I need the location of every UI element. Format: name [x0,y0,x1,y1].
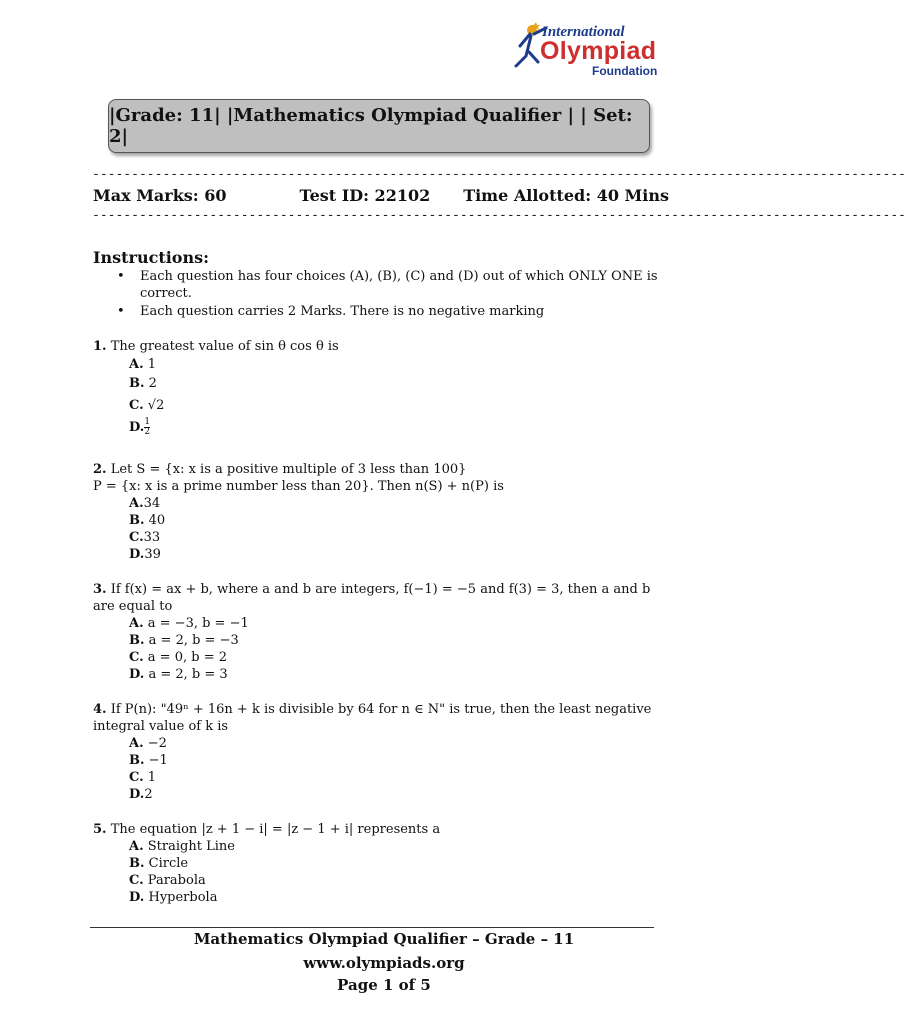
option-label: C. [129,650,144,665]
option-label: D. [129,547,145,562]
instruction-item: • Each question carries 2 Marks. There is no negative marking [117,303,677,320]
option-c [129,397,164,414]
question-number: 4. [93,702,107,717]
test-meta-row [93,186,669,205]
dashed-divider-top: -------------------------------------------------------------------------------------------------------- [92,167,906,182]
option-label: A. [129,736,144,751]
option-value: 1 [147,357,157,372]
option-d [129,666,228,683]
option-label: A. [129,839,144,854]
question-text: The equation |z + 1 − i| = |z − 1 + i| represents a [110,822,441,837]
option-label: A. [129,616,144,631]
option-label: B. [129,856,145,871]
question-2 [93,461,683,478]
logo-text-olympiad: Olympiad [540,37,657,65]
option-label: C. [129,530,144,545]
option-value: a = 2, b = 3 [148,667,228,682]
option-b [129,752,168,769]
option-value: 34 [143,496,161,511]
option-label: D. [129,890,145,905]
option-d [129,418,150,437]
option-value: a = −3, b = −1 [147,616,249,631]
option-value: √2 [147,398,165,413]
option-value: 39 [144,547,161,562]
option-value: Hyperbola [148,890,218,905]
option-label: B. [129,633,145,648]
option-b [129,375,157,392]
option-value: Straight Line [147,839,235,854]
olympiad-logo [512,22,682,82]
question-2-line2: P = {x: x is a prime number less than 20}. Then n(S) + n(P) is [93,479,504,494]
option-label: B. [129,376,145,391]
option-d [129,889,217,906]
fraction-denominator: 2 [144,427,151,437]
question-1 [93,338,683,355]
option-c [129,769,156,786]
logo-text-international: International [542,24,625,40]
logo-text-foundation: Foundation [592,64,658,78]
option-d [129,546,161,563]
title-banner [108,99,650,153]
option-label: B. [129,753,145,768]
question-4 [93,701,683,718]
option-label: B. [129,513,145,528]
instruction-item: • Each question has four choices (A), (B), (C) and (D) out of which ONLY ONE is correct. [117,268,670,302]
option-label: C. [129,398,144,413]
page-number: Page 1 of 5 [337,976,431,994]
option-value: Circle [148,856,189,871]
option-label: C. [129,873,144,888]
option-label: C. [129,770,144,785]
option-value: −2 [147,736,167,751]
option-value: 1 [147,770,157,785]
question-4-line2: integral value of k is [93,719,229,734]
option-d [129,786,153,803]
fraction-numerator: 1 [144,417,151,427]
max-marks: Max Marks: 60 [93,186,227,205]
question-number: 1. [93,339,107,354]
time-allotted: Time Allotted: 40 Mins [463,186,669,205]
option-value: Parabola [147,873,206,888]
option-value: 2 [144,787,153,802]
question-number: 3. [93,582,107,597]
page-title: |Grade: 11| |Mathematics Olympiad Qualifier | | Set: 2| [109,105,633,147]
option-c [129,872,206,889]
question-text-line1: If P(n): "49ⁿ + 16n + k is divisible by 64 for n ∈ N" is true, then the least negative [110,702,652,717]
option-b [129,632,239,649]
dashed-divider-bottom: -------------------------------------------------------------------------------------------------------- [92,208,906,223]
question-text-line1: Let S = {x: x is a positive multiple of 3 less than 100} [110,462,467,477]
footer-divider [90,927,654,928]
option-value: a = 2, b = −3 [148,633,239,648]
instructions-heading: Instructions: [93,248,210,267]
option-value: 33 [143,530,161,545]
option-label: A. [129,357,144,372]
option-a [129,735,167,752]
question-5 [93,821,683,838]
option-a [129,838,235,855]
option-b [129,512,165,529]
question-text: The greatest value of sin θ cos θ is [110,339,339,354]
option-label: D. [129,420,145,435]
instructions-list [117,268,677,321]
option-a [129,356,156,373]
option-value: −1 [148,753,168,768]
footer-title: Mathematics Olympiad Qualifier – Grade – 11 [193,930,575,948]
option-c [129,649,227,666]
test-id: Test ID: 22102 [299,186,431,205]
option-c [129,529,160,546]
footer-website-link[interactable]: www.olympiads.org [303,954,465,972]
option-value: 2 [148,376,157,391]
option-a [129,495,160,512]
option-b [129,855,188,872]
option-label: D. [129,787,145,802]
option-a [129,615,249,632]
option-label: A. [129,496,144,511]
question-3-line2: are equal to [93,599,173,614]
question-text-line1: If f(x) = ax + b, where a and b are integers, f(−1) = −5 and f(3) = 3, then a and b [110,582,651,597]
question-3 [93,581,683,598]
fraction [144,418,150,437]
option-value: 40 [148,513,166,528]
option-value: a = 0, b = 2 [147,650,227,665]
question-number: 5. [93,822,107,837]
option-label: D. [129,667,145,682]
question-number: 2. [93,462,107,477]
